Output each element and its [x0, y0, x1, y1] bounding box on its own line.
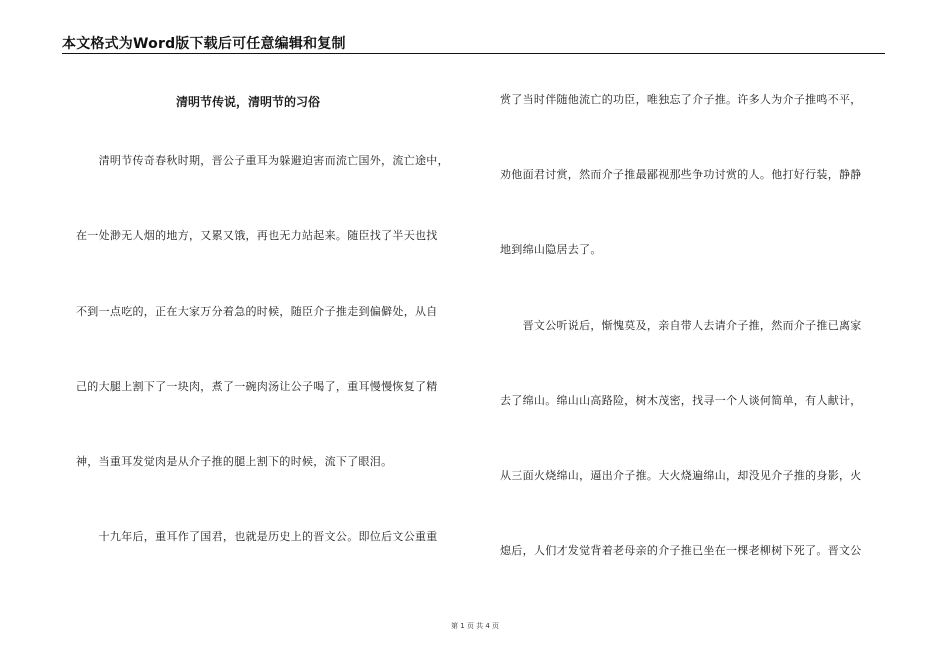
text-line: 己的大腿上割下了一块肉，煮了一碗肉汤让公子喝了，重耳慢慢恢复了精 — [76, 380, 438, 393]
article-title: 清明节传说，清明节的习俗 — [176, 95, 321, 109]
text-line: 神，当重耳发觉肉是从介子推的腿上割下的时候，流下了眼泪。 — [76, 455, 393, 468]
text-line: 赏了当时伴随他流亡的功臣，唯独忘了介子推。许多人为介子推鸣不平， — [500, 93, 862, 106]
header-divider — [62, 53, 885, 54]
text-line: 从三面火烧绵山，逼出介子推。大火烧遍绵山，却没见介子推的身影，火 — [500, 469, 862, 482]
text-line: 晋文公听说后，惭愧莫及，亲自带人去请介子推，然而介子推已离家 — [500, 319, 862, 332]
document-header-title: 本文格式为Word版下载后可任意编辑和复制 — [62, 36, 346, 52]
text-line: 地到绵山隐居去了。 — [500, 243, 602, 256]
text-line: 在一处渺无人烟的地方，又累又饿，再也无力站起来。随臣找了半天也找 — [76, 229, 438, 242]
text-line: 不到一点吃的，正在大家万分着急的时候，随臣介子推走到偏僻处，从自 — [76, 305, 438, 318]
text-line: 清明节传奇春秋时期，晋公子重耳为躲避迫害而流亡国外，流亡途中， — [76, 154, 449, 167]
page-indicator: 第 1 页 共 4 页 — [450, 622, 500, 630]
text-line: 去了绵山。绵山山高路险，树木茂密，找寻一个人谈何简单，有人献计， — [500, 394, 862, 407]
text-line: 十九年后，重耳作了国君，也就是历史上的晋文公。即位后文公重重 — [76, 530, 438, 543]
text-line: 劝他面君讨赏，然而介子推最鄙视那些争功讨赏的人。他打好行装，静静 — [500, 168, 862, 181]
text-line: 熄后，人们才发觉背着老母亲的介子推已坐在一棵老柳树下死了。晋文公 — [500, 544, 862, 557]
